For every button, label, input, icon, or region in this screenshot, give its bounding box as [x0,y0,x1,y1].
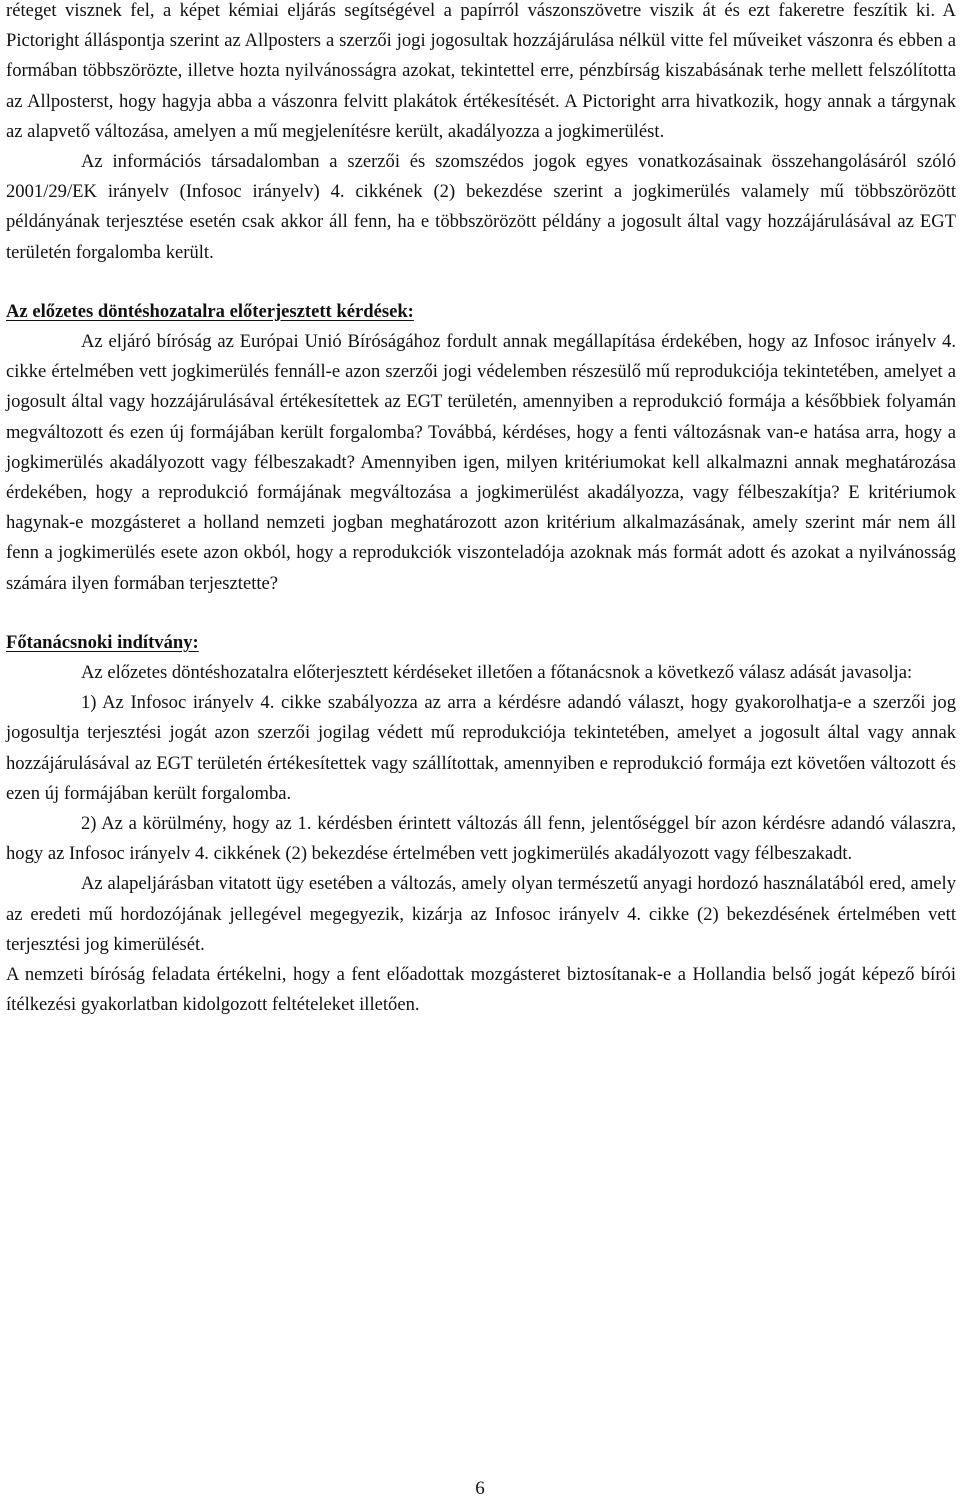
questions-paragraph: Az eljáró bíróság az Európai Unió Bíróságához fordult annak megállapítása érdekében, hogy az Infosoc irányelv 4. cikke értelmében vett jogkimerülés fennáll-e azon szerzői jogi védelemben részesülő mű reprodukciója tekintetében, amelyet a jogosult által vagy hozzájárulásával értékesítettek az EGT területén, amennyiben a reprodukció formája a későbbiek folyamán megváltozott és ezen új formájában került forgalomba? Továbbá, kérdéses, hogy a fenti változásnak van-e hatása arra, hogy a jogkimerülés akadályozott vagy félbeszakadt? Amennyiben igen, milyen kritériumokat kell alkalmazni annak meghatározása érdekében, hogy a reprodukció formájának megváltozása a jogkimerülést akadályozza, vagy félbeszakítja? E kritériumok hagynak-e mozgásteret a holland nemzeti jogban meghatározott azon kritérium alkalmazásának, amely szerint már nem áll fenn a jogkimerülés esete azon okból, hogy a reprodukciók viszonteladója azoknak más formát adott és azokat a nyilvánosság számára ilyen formában terjesztette? [6,331,956,594]
opinion-heading-line [6,628,956,658]
opinion-heading: Főtanácsnoki indítvány: [6,631,199,653]
opinion-intro: Az előzetes döntéshozatalra előterjesztett kérdéseket illetően a főtanácsnok a következő válasz adását javasolja: [81,662,913,684]
questions-heading: Az előzetes döntéshozatalra előterjesztett kérdések: [6,300,414,322]
opinion-point-3: Az alapeljárásban vitatott ügy esetében a változás, amely olyan természetű anyagi hordozó használatából ered, amely az eredeti mű hordozójának jellegével megegyezik, kizárja az Infosoc irányelv 4. cikke (2) bekezdésének értelmében vett terjesztési jog kimerülését. [6,873,956,955]
body-paragraph-1: réteget visznek fel, a képet kémiai eljárás segítségével a papírról vászonszövetre viszik át és ezt fakeretre feszítik ki. A Pictoright álláspontja szerint az Allposters a szerzői jogi jogosultak hozzájárulása nélkül vitte fel műveiket vászonra és ebben a formában többszörözte, illetve hozta nyilvánosságra azokat, tekintettel erre, pénzbírság kiszabásának terhe mellett felszólította az Allposterst, hogy hagyja abba a vászonra felvitt plakátok értékesítését. A Pictoright arra hivatkozik, hogy annak a tárgynak az alapvető változása, amelyen a mű megjelenítésre került, akadályozza a jogkimerülést. [6,0,956,142]
body-paragraph-2: Az információs társadalomban a szerzői és szomszédos jogok egyes vonatkozásainak összehangolásáról szóló 2001/29/EK irányelv (Infosoc irányelv) 4. cikkének (2) bekezdése szerint a jogkimerülés valamely mű többszörözött példányának terjesztése esetén csak akkor áll fenn, ha e többszörözött példány a jogosult által vagy hozzájárulásával az EGT területén forgalomba került. [6,151,956,263]
opinion-closing: A nemzeti bíróság feladata értékelni, hogy a fent előadottak mozgásteret biztosítanak-e a Hollandia belső jogát képező bírói ítélkezési gyakorlatban kidolgozott feltételeket illetően. [6,964,956,1016]
questions-heading-line [6,297,956,327]
page-number: 6 [475,1478,485,1499]
opinion-point-1: 1) Az Infosoc irányelv 4. cikke szabályozza az arra a kérdésre adandó választ, hogy gyakorolhatja-e a szerzői jog jogosultja terjesztési jogát azon szerzői jogilag védett mű reprodukciója tekintetében, amelyet a jogosult által vagy annak hozzájárulásával az EGT területén értékesítettek vagy szállítottak, amennyiben e reprodukció formája ezt követően változott és ezen új formájában került forgalomba. [6,692,956,804]
document-page [6,0,956,1021]
opinion-point-2: 2) Az a körülmény, hogy az 1. kérdésben érintett változás áll fenn, jelentőséggel bír azon kérdésre adandó válaszra, hogy az Infosoc irányelv 4. cikkének (2) bekezdése értelmében vett jogkimerülés akadályozott vagy félbeszakadt. [6,813,956,865]
